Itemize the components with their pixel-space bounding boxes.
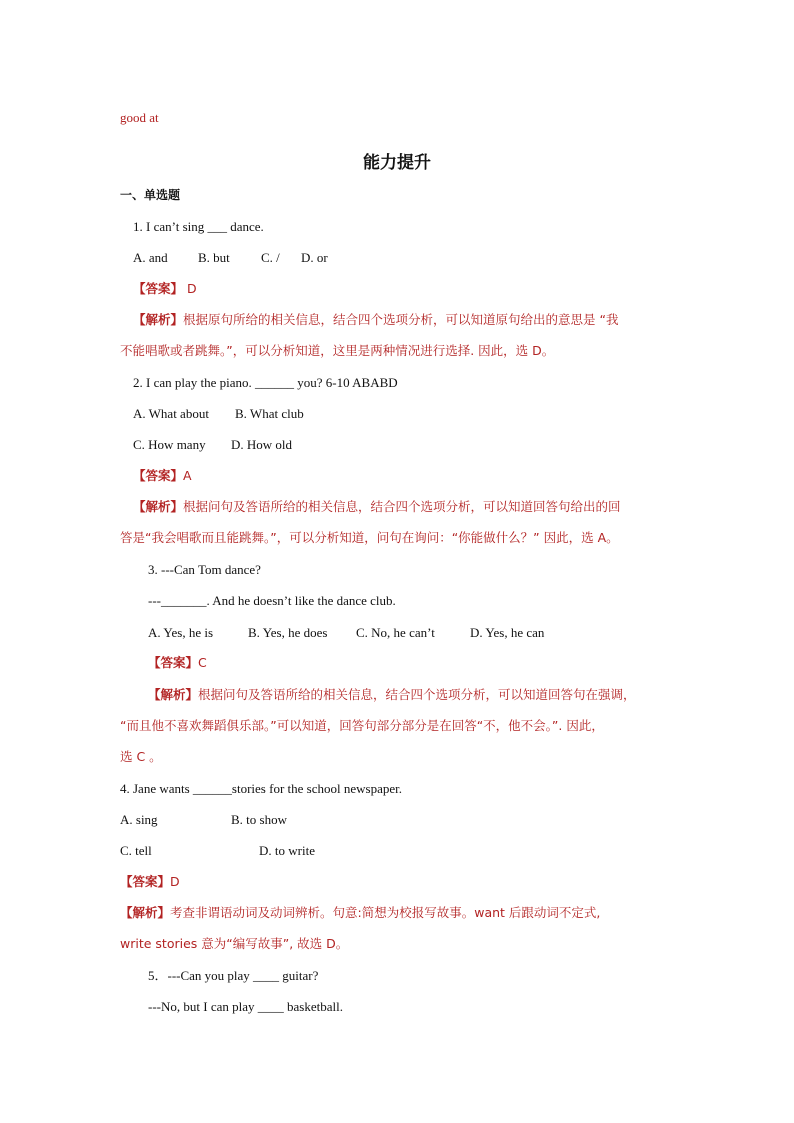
answer-label: 【答案】 <box>133 468 184 483</box>
answer-value: A <box>183 468 192 483</box>
q2-answer <box>133 468 192 484</box>
analysis-label: 【解析】 <box>148 687 199 702</box>
q4-analysis-line-2: write stories 意为“编写故事”, 故选 D。 <box>120 936 349 951</box>
answer-label: 【答案】 <box>133 281 184 296</box>
q5-stem-reply: ---No, but I can play ____ basketball. <box>148 999 343 1014</box>
q3-stem: 3. ---Can Tom dance? <box>148 562 261 577</box>
answer-value: D <box>170 874 180 889</box>
q4-option-d: D. to write <box>259 843 315 858</box>
q3-option-b: B. Yes, he does <box>248 625 328 640</box>
analysis-text: 根据问句及答语所给的相关信息，结合四个选项分析，可以知道回答句在强调， <box>198 687 636 702</box>
section-heading: 一、单选题 <box>120 188 181 202</box>
q3-option-c: C. No, he can’t <box>356 625 435 640</box>
q3-option-a: A. Yes, he is <box>148 625 214 640</box>
q1-option-c: C. / <box>261 250 280 265</box>
q4-analysis-line-1 <box>120 905 600 921</box>
analysis-text: 根据原句所给的相关信息，结合四个选项分析，可以知道原句给出的意思是 “我 <box>183 312 619 327</box>
q2-option-a: A. What about <box>133 406 209 421</box>
q4-stem: 4. Jane wants ______stories for the school newspaper. <box>120 781 402 796</box>
q2-stem: 2. I can play the piano. ______ you? 6-10 ABABD <box>133 375 398 390</box>
q1-option-d: D. or <box>301 250 328 265</box>
q4-option-c: C. tell <box>120 843 152 858</box>
q3-stem-reply: ---_______. And he doesn’t like the dance club. <box>148 593 396 608</box>
q1-stem: 1. I can’t sing ___ dance. <box>133 219 264 234</box>
q4-option-b: B. to show <box>231 812 287 827</box>
q2-option-b: B. What club <box>235 406 304 421</box>
answer-value: D <box>187 281 197 296</box>
top-note: good at <box>120 110 159 125</box>
q5-stem: 5．---Can you play ____ guitar? <box>148 968 319 983</box>
analysis-label: 【解析】 <box>133 312 184 327</box>
q3-answer <box>148 655 207 671</box>
q4-answer <box>120 874 180 890</box>
q4-option-a: A. sing <box>120 812 158 827</box>
q2-option-c: C. How many <box>133 437 206 452</box>
q1-option-a: A. and <box>133 250 168 265</box>
answer-label: 【答案】 <box>120 874 171 889</box>
page-title: 能力提升 <box>363 153 431 173</box>
analysis-text: 根据问句及答语所给的相关信息，结合四个选项分析，可以知道回答句给出的回 <box>183 499 621 514</box>
q1-analysis-line-1 <box>133 312 618 328</box>
q3-analysis-line-2: “而且他不喜欢舞蹈俱乐部。”可以知道，回答句部分部分是在回答“不，他不会。”. 因此， <box>120 718 604 733</box>
q2-option-d: D. How old <box>231 437 293 452</box>
q1-option-b: B. but <box>198 250 230 265</box>
analysis-label: 【解析】 <box>120 905 171 920</box>
q1-analysis-line-2: 不能唱歌或者跳舞。”，可以分析知道，这里是两种情况进行选择. 因此，选 D。 <box>120 343 555 358</box>
analysis-label: 【解析】 <box>133 499 184 514</box>
q3-analysis-line-3: 选 C 。 <box>120 749 162 764</box>
analysis-text: 考查非谓语动词及动词辨析。句意:简想为校报写故事。want 后跟动词不定式, <box>170 905 601 920</box>
answer-value: C <box>198 655 207 670</box>
q3-option-d: D. Yes, he can <box>470 625 545 640</box>
q1-answer <box>133 281 197 297</box>
q2-analysis-line-1 <box>133 499 621 515</box>
q3-analysis-line-1 <box>148 687 636 703</box>
q2-analysis-line-2: 答是“我会唱歌而且能跳舞。”，可以分析知道，问句在询问：“你能做什么？” 因此，选 A。 <box>120 530 619 545</box>
answer-label: 【答案】 <box>148 655 199 670</box>
